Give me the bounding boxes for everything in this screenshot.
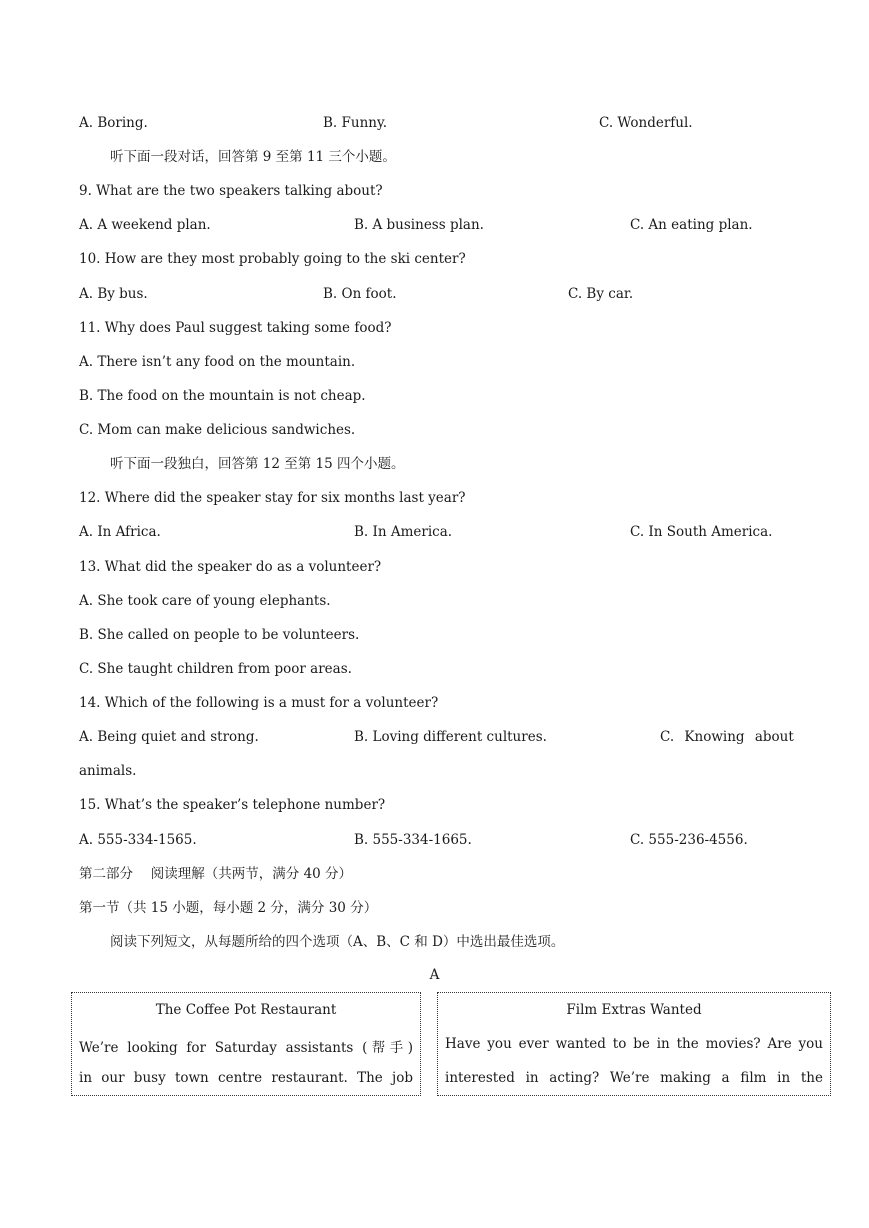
q14-option-c-continued: animals.	[79, 763, 137, 779]
q11-option-c: C. Mom can make delicious sandwiches.	[79, 422, 356, 438]
q13-option-a: A. She took care of young elephants.	[79, 593, 331, 609]
q12-question: 12. Where did the speaker stay for six months last year?	[79, 490, 466, 506]
q9-question: 9. What are the two speakers talking about?	[79, 183, 383, 199]
q10-option-c: C. By car.	[568, 286, 634, 302]
q10-option-a: A. By bus.	[79, 286, 148, 302]
q13-option-b: B. She called on people to be volunteers.	[79, 627, 360, 643]
q11-question: 11. Why does Paul suggest taking some food?	[79, 320, 392, 336]
q9-option-a: A. A weekend plan.	[79, 217, 211, 233]
q14-question: 14. Which of the following is a must for a volunteer?	[79, 695, 439, 711]
q10-option-b: B. On foot.	[323, 286, 397, 302]
ad-coffee-pot	[71, 992, 421, 1096]
q8-option-b: B. Funny.	[323, 115, 388, 131]
q12-option-a: A. In Africa.	[79, 524, 161, 540]
reading-instructions: 阅读下列短文，从每题所给的四个选项（A、B、C 和 D）中选出最佳选项。	[110, 934, 565, 950]
q11-option-b: B. The food on the mountain is not cheap.	[79, 388, 366, 404]
part2-heading: 第二部分 阅读理解（共两节，满分 40 分）	[79, 866, 353, 882]
q15-option-a: A. 555-334-1565.	[79, 832, 197, 848]
ad-film-extras-title: Film Extras Wanted	[566, 1002, 702, 1018]
ad-film-extras-line-1: Have you ever wanted to be in the movies? Are you	[445, 1036, 823, 1052]
section1-heading: 第一节（共 15 小题，每小题 2 分，满分 30 分）	[79, 900, 378, 916]
q12-option-b: B. In America.	[354, 524, 453, 540]
dialogue-intro: 听下面一段对话，回答第 9 至第 11 三个小题。	[110, 149, 396, 165]
q15-option-b: B. 555-334-1665.	[354, 832, 472, 848]
passage-label: A	[429, 967, 440, 983]
q13-question: 13. What did the speaker do as a volunteer?	[79, 559, 382, 575]
q10-question: 10. How are they most probably going to the ski center?	[79, 251, 466, 267]
q8-option-a: A. Boring.	[79, 115, 148, 131]
q9-option-b: B. A business plan.	[354, 217, 484, 233]
q13-option-c: C. She taught children from poor areas.	[79, 661, 352, 677]
q8-option-c: C. Wonderful.	[599, 115, 693, 131]
monologue-intro: 听下面一段独白，回答第 12 至第 15 四个小题。	[110, 456, 405, 472]
q15-question: 15. What’s the speaker’s telephone number?	[79, 797, 386, 813]
q11-option-a: A. There isn’t any food on the mountain.	[79, 354, 356, 370]
ad-film-extras	[437, 992, 831, 1096]
ad-film-extras-line-2: interested in acting? We’re making a film in the	[445, 1070, 823, 1086]
q14-option-c: C. Knowing about	[660, 729, 794, 745]
ad-coffee-pot-title: The Coffee Pot Restaurant	[155, 1002, 337, 1018]
q9-option-c: C. An eating plan.	[630, 217, 753, 233]
q15-option-c: C. 555-236-4556.	[630, 832, 748, 848]
q14-option-b: B. Loving different cultures.	[354, 729, 547, 745]
ad-coffee-pot-line-2: in our busy town centre restaurant. The job	[79, 1070, 413, 1086]
q14-option-a: A. Being quiet and strong.	[79, 729, 259, 745]
q12-option-c: C. In South America.	[630, 524, 773, 540]
ad-coffee-pot-line-1: We’re looking for Saturday assistants (帮手)	[79, 1040, 413, 1056]
